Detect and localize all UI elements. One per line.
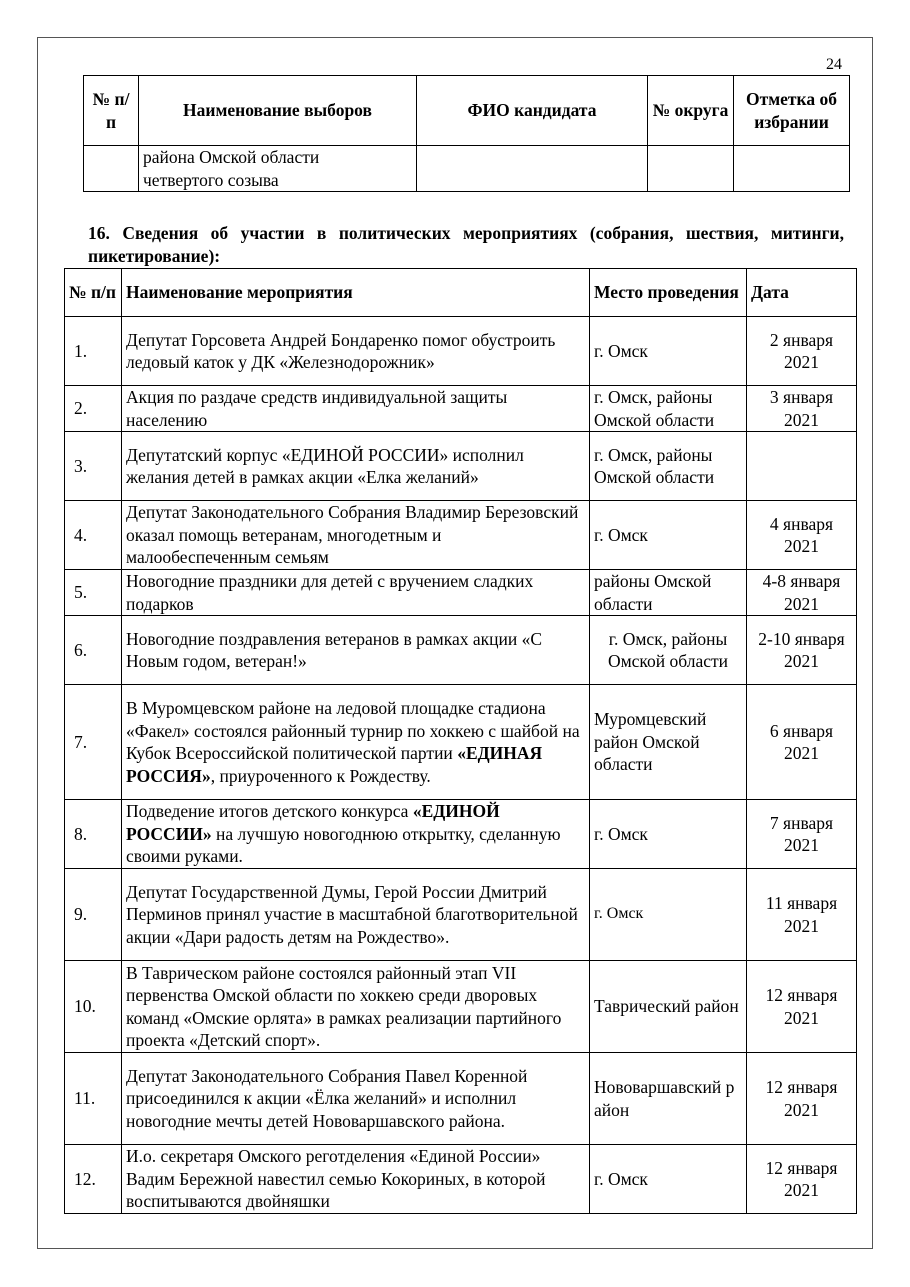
- table-row: [65, 317, 857, 386]
- row-date: 7 января 2021: [747, 800, 857, 869]
- elections-table: [83, 75, 850, 192]
- row-date: [747, 432, 857, 501]
- row-num: 2.: [65, 386, 122, 432]
- event-name-text: В Муромцевском районе на ледовой площадке стадиона «Факел» состоялся районный турнир по хоккею с шайбой на Кубок Всероссийской политической партии: [126, 698, 580, 763]
- row-event-name: Депутат Горсовета Андрей Бондаренко помог обустроить ледовый каток у ДК «Железнодорожник»: [122, 317, 590, 386]
- row-num: 12.: [65, 1145, 122, 1214]
- cell-district: [648, 146, 734, 192]
- row-event-name: Новогодние поздравления ветеранов в рамках акции «С Новым годом, ветеран!»: [122, 616, 590, 685]
- cell-num: [84, 146, 139, 192]
- row-event-name: [122, 685, 590, 800]
- row-date: 4 января 2021: [747, 501, 857, 570]
- row-place: районы Омской области: [590, 570, 747, 616]
- row-event-name: Акция по раздаче средств индивидуальной защиты населению: [122, 386, 590, 432]
- row-num: 10.: [65, 961, 122, 1053]
- row-num: 5.: [65, 570, 122, 616]
- row-date: 12 января 2021: [747, 1053, 857, 1145]
- row-num: 1.: [65, 317, 122, 386]
- table-row: [65, 386, 857, 432]
- row-num: 7.: [65, 685, 122, 800]
- row-place: г. Омск, районы Омской области: [590, 386, 747, 432]
- events-header-row: [65, 269, 857, 317]
- row-date: 6 января 2021: [747, 685, 857, 800]
- row-place: Муромцевский район Омской области: [590, 685, 747, 800]
- cell-candidate: [417, 146, 648, 192]
- election-name-line1: района Омской области: [143, 147, 320, 167]
- table-row: [65, 616, 857, 685]
- row-event-name: [122, 800, 590, 869]
- header-num: № п/п: [65, 269, 122, 317]
- row-place: г. Омск: [590, 869, 747, 961]
- row-num: 3.: [65, 432, 122, 501]
- header-candidate: ФИО кандидата: [417, 76, 648, 146]
- row-event-name: Депутат Государственной Думы, Герой России Дмитрий Перминов принял участие в масштабной благотворительной акции «Дари радость детям на Рождество».: [122, 869, 590, 961]
- cell-elected-mark: [734, 146, 850, 192]
- event-name-text: Подведение итогов детского конкурса: [126, 801, 413, 822]
- table-row: [84, 146, 850, 192]
- event-name-text: на лучшую новогоднюю открытку, сделанную своими руками.: [126, 823, 561, 867]
- cell-election-name: [139, 146, 417, 192]
- event-name-text: , приуроченного к Рождеству.: [210, 765, 431, 786]
- row-place: Нововаршавский район: [590, 1053, 747, 1145]
- table-row: [65, 869, 857, 961]
- header-date: Дата: [747, 269, 857, 317]
- row-num: 4.: [65, 501, 122, 570]
- header-num: № п/п: [84, 76, 139, 146]
- header-election-name: Наименование выборов: [139, 76, 417, 146]
- row-place: Таврический район: [590, 961, 747, 1053]
- table-row: [65, 501, 857, 570]
- header-event-name: Наименование мероприятия: [122, 269, 590, 317]
- row-place: г. Омск: [590, 501, 747, 570]
- row-num: 9.: [65, 869, 122, 961]
- table-row: [65, 1053, 857, 1145]
- party-name-bold: «ЕДИНОЙ РОССИИ»: [126, 801, 500, 844]
- row-event-name: Депутатский корпус «ЕДИНОЙ РОССИИ» исполнил желания детей в рамках акции «Елка желаний»: [122, 432, 590, 501]
- table-row: [65, 432, 857, 501]
- page-number: 24: [826, 56, 842, 73]
- row-event-name: В Таврическом районе состоялся районный этап VII первенства Омской области по хоккею среди дворовых команд «Омские орлята» в рамках реализации партийного проекта «Детский спорт».: [122, 961, 590, 1053]
- row-event-name: Депутат Законодательного Собрания Владимир Березовский оказал помощь ветеранам, многодетным и малообеспеченным семьям: [122, 501, 590, 570]
- elections-header-row: [84, 76, 850, 146]
- row-place: г. Омск: [590, 800, 747, 869]
- row-place: г. Омск, районы Омской области: [590, 432, 747, 501]
- row-date: 2-10 января 2021: [747, 616, 857, 685]
- row-date: 4-8 января 2021: [747, 570, 857, 616]
- row-num: 11.: [65, 1053, 122, 1145]
- party-name-bold: «ЕДИНАЯ РОССИЯ»: [126, 743, 543, 786]
- table-row: [65, 800, 857, 869]
- row-num: 8.: [65, 800, 122, 869]
- row-place: г. Омск: [590, 317, 747, 386]
- events-table: [64, 268, 857, 1214]
- row-date: 2 января 2021: [747, 317, 857, 386]
- table-row: [65, 685, 857, 800]
- row-num: 6.: [65, 616, 122, 685]
- header-elected-mark: Отметка об избрании: [734, 76, 850, 146]
- row-date: 3 января 2021: [747, 386, 857, 432]
- row-place: г. Омск, районы Омской области: [590, 616, 747, 685]
- row-date: 12 января 2021: [747, 961, 857, 1053]
- table-row: [65, 570, 857, 616]
- header-district: № округа: [648, 76, 734, 146]
- section-16-title: 16. Сведения об участии в политических мероприятиях (собрания, шествия, митинги, пикетирование):: [88, 223, 844, 266]
- table-row: [65, 1145, 857, 1214]
- row-place: г. Омск: [590, 1145, 747, 1214]
- row-event-name: И.о. секретаря Омского реготделения «Единой России» Вадим Бережной навестил семью Кокориных, в которой воспитываются двойняшки: [122, 1145, 590, 1214]
- election-name-line2: четвертого созыва: [143, 169, 279, 190]
- row-event-name: Новогодние праздники для детей с вручением сладких подарков: [122, 570, 590, 616]
- row-date: 11 января 2021: [747, 869, 857, 961]
- table-row: [65, 961, 857, 1053]
- header-place: Место проведения: [590, 269, 747, 317]
- row-event-name: Депутат Законодательного Собрания Павел Коренной присоединился к акции «Ёлка желаний» и исполнил новогодние мечты детей Нововаршавского района.: [122, 1053, 590, 1145]
- row-date: 12 января 2021: [747, 1145, 857, 1214]
